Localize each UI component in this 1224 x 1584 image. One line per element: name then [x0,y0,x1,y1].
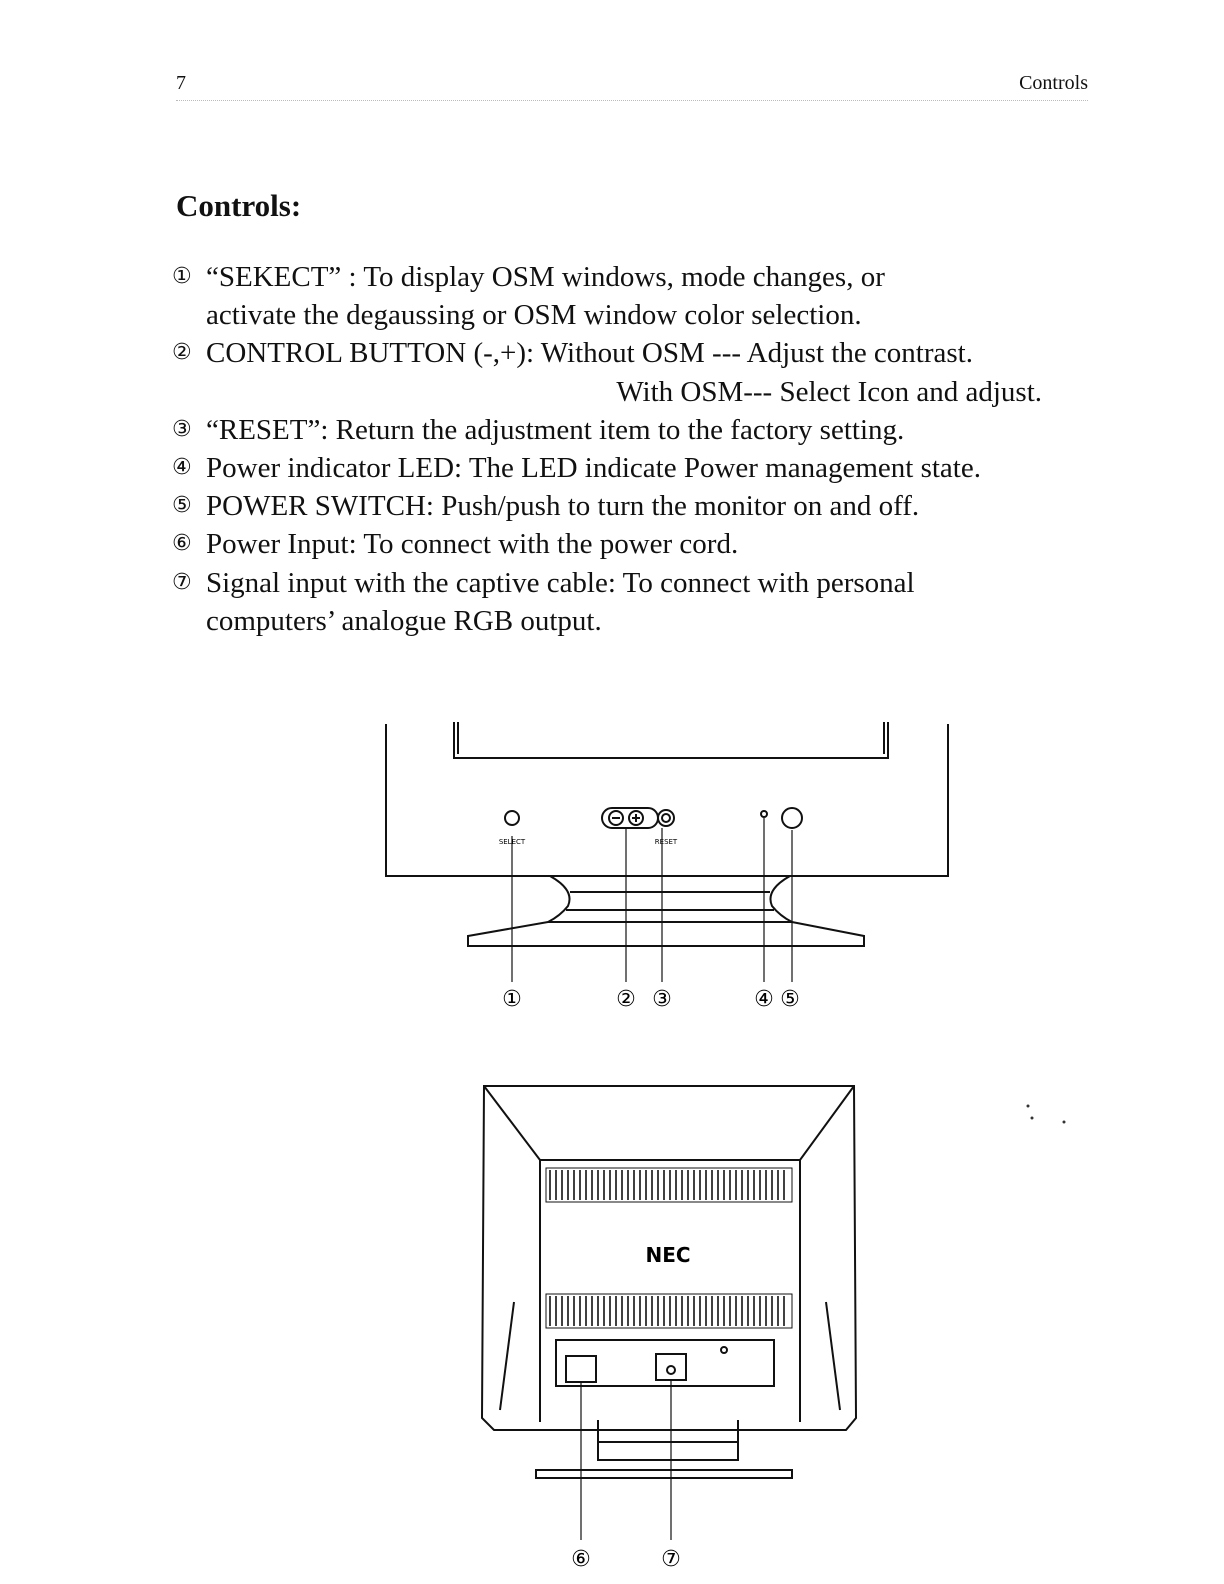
select-label: SELECT [498,838,526,846]
list-item [172,334,1072,410]
list-item [172,564,1072,640]
brand-logo: NEC [645,1243,691,1267]
select-button [505,811,519,825]
vent-upper [546,1168,792,1202]
item-text-continued: activate the degaussing or OSM window color selection. [206,299,862,332]
list-item [172,258,1072,334]
callout-number: ⑤ [172,493,192,519]
stand-neck [548,876,792,922]
vent-lower [546,1294,792,1328]
list-item [172,411,1072,449]
item-text-continued: computers’ analogue RGB output. [206,604,602,637]
callout-number: ② [172,340,192,366]
callout-2: ② [616,987,636,1012]
callout-number: ① [172,264,192,289]
callout-number: ③ [172,416,192,442]
rear-stand-base [536,1470,792,1478]
item-text: “SEKECT” : To display OSM windows, mode changes, or [206,261,885,293]
scan-speckle [1020,1100,1080,1130]
section-heading: Controls: [176,188,302,223]
control-list [172,258,1072,640]
list-item [172,449,1072,487]
running-header: Controls [1019,72,1088,94]
item-text: POWER SWITCH: Push/push to turn the monitor on and off. [206,490,920,523]
monitor-front-illustration [380,720,960,1020]
rear-stand [598,1420,738,1460]
callout-1: ① [502,987,522,1012]
item-text-continued: With OSM--- Select Icon and adjust. [616,375,1042,408]
item-text: Power indicator LED: The LED indicate Power management state. [206,452,981,485]
stand-base [468,922,864,946]
callout-3: ③ [652,987,672,1012]
monitor-rear-illustration [470,1080,870,1570]
reset-label: RESET [654,838,678,846]
list-item [172,487,1072,525]
callout-number: ④ [172,455,192,481]
screen-edge [454,722,888,758]
bezel-outline [386,724,948,876]
header-rule [176,100,1088,101]
callout-7: ⑦ [661,1547,681,1570]
list-item [172,525,1072,563]
reset-button [658,810,674,826]
power-led [761,811,767,817]
callout-6: ⑥ [571,1547,591,1570]
power-switch [782,808,802,828]
callout-number: ⑥ [172,531,192,557]
page-number: 7 [176,72,186,94]
callout-5: ⑤ [780,987,800,1012]
item-text: Signal input with the captive cable: To connect with personal [206,566,915,599]
item-text: CONTROL BUTTON (-,+): Without OSM --- Adjust the contrast. [206,337,973,370]
power-input-socket [566,1356,596,1382]
callout-number: ⑦ [172,569,192,595]
callout-4: ④ [754,987,774,1012]
item-text: “RESET”: Return the adjustment item to the factory setting. [206,413,905,446]
item-text: Power Input: To connect with the power cord. [206,528,739,561]
